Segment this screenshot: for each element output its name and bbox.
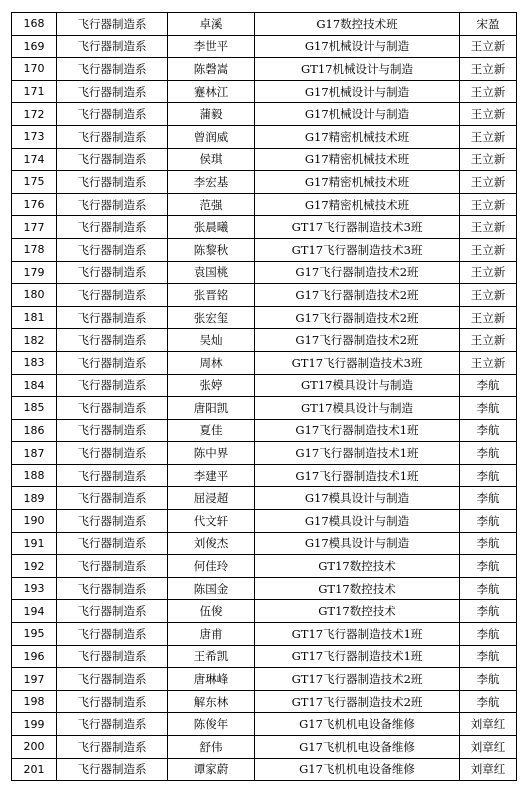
student-name-cell: 张宏玺 xyxy=(168,306,255,329)
advisor-cell: 王立新 xyxy=(460,193,517,216)
advisor-cell: 李航 xyxy=(460,532,517,555)
advisor-cell: 李航 xyxy=(460,600,517,623)
row-number-cell: 201 xyxy=(12,758,57,781)
student-name-cell: 蹇林江 xyxy=(168,80,255,103)
class-name-cell: GT17飞行器制造技术2班 xyxy=(255,668,460,691)
advisor-cell: 王立新 xyxy=(460,58,517,81)
row-number-cell: 177 xyxy=(12,216,57,239)
advisor-cell: 王立新 xyxy=(460,103,517,126)
row-number-cell: 197 xyxy=(12,668,57,691)
student-name-cell: 张晨曦 xyxy=(168,216,255,239)
class-name-cell: G17飞行器制造技术2班 xyxy=(255,306,460,329)
row-number-cell: 184 xyxy=(12,374,57,397)
student-name-cell: 袁国桃 xyxy=(168,261,255,284)
table-row xyxy=(12,238,517,261)
class-name-cell: GT17飞行器制造技术3班 xyxy=(255,351,460,374)
class-name-cell: G17精密机械技术班 xyxy=(255,148,460,171)
department-cell: 飞行器制造系 xyxy=(57,758,168,781)
advisor-cell: 李航 xyxy=(460,668,517,691)
table-row xyxy=(12,713,517,736)
department-cell: 飞行器制造系 xyxy=(57,555,168,578)
department-cell: 飞行器制造系 xyxy=(57,577,168,600)
row-number-cell: 182 xyxy=(12,329,57,352)
department-cell: 飞行器制造系 xyxy=(57,645,168,668)
table-row xyxy=(12,171,517,194)
row-number-cell: 196 xyxy=(12,645,57,668)
department-cell: 飞行器制造系 xyxy=(57,351,168,374)
student-name-cell: 范强 xyxy=(168,193,255,216)
table-row xyxy=(12,668,517,691)
department-cell: 飞行器制造系 xyxy=(57,216,168,239)
department-cell: 飞行器制造系 xyxy=(57,623,168,646)
department-cell: 飞行器制造系 xyxy=(57,148,168,171)
table-row xyxy=(12,397,517,420)
advisor-cell: 王立新 xyxy=(460,306,517,329)
class-name-cell: G17精密机械技术班 xyxy=(255,171,460,194)
class-name-cell: GT17机械设计与制造 xyxy=(255,58,460,81)
department-cell: 飞行器制造系 xyxy=(57,713,168,736)
table-row xyxy=(12,487,517,510)
row-number-cell: 171 xyxy=(12,80,57,103)
student-name-cell: 吴灿 xyxy=(168,329,255,352)
class-name-cell: G17模具设计与制造 xyxy=(255,487,460,510)
table-row xyxy=(12,442,517,465)
advisor-cell: 王立新 xyxy=(460,351,517,374)
row-number-cell: 193 xyxy=(12,577,57,600)
student-name-cell: 蒲毅 xyxy=(168,103,255,126)
advisor-cell: 李航 xyxy=(460,419,517,442)
student-name-cell: 侯琪 xyxy=(168,148,255,171)
table-row xyxy=(12,464,517,487)
row-number-cell: 194 xyxy=(12,600,57,623)
table-row xyxy=(12,645,517,668)
table-row xyxy=(12,80,517,103)
department-cell: 飞行器制造系 xyxy=(57,103,168,126)
advisor-cell: 李航 xyxy=(460,645,517,668)
table-row xyxy=(12,419,517,442)
student-name-cell: 刘俊杰 xyxy=(168,532,255,555)
department-cell: 飞行器制造系 xyxy=(57,171,168,194)
student-name-cell: 谭家蔚 xyxy=(168,758,255,781)
class-name-cell: G17模具设计与制造 xyxy=(255,510,460,533)
department-cell: 飞行器制造系 xyxy=(57,193,168,216)
row-number-cell: 195 xyxy=(12,623,57,646)
class-name-cell: G17机械设计与制造 xyxy=(255,80,460,103)
advisor-cell: 王立新 xyxy=(460,329,517,352)
table-row xyxy=(12,555,517,578)
table-row xyxy=(12,577,517,600)
class-name-cell: G17模具设计与制造 xyxy=(255,532,460,555)
table-row xyxy=(12,510,517,533)
row-number-cell: 199 xyxy=(12,713,57,736)
advisor-cell: 李航 xyxy=(460,510,517,533)
roster-table xyxy=(11,12,517,781)
table-row xyxy=(12,125,517,148)
department-cell: 飞行器制造系 xyxy=(57,35,168,58)
table-row xyxy=(12,329,517,352)
advisor-cell: 李航 xyxy=(460,464,517,487)
table-row xyxy=(12,623,517,646)
class-name-cell: G17飞行器制造技术1班 xyxy=(255,419,460,442)
row-number-cell: 173 xyxy=(12,125,57,148)
row-number-cell: 178 xyxy=(12,238,57,261)
department-cell: 飞行器制造系 xyxy=(57,261,168,284)
row-number-cell: 191 xyxy=(12,532,57,555)
row-number-cell: 168 xyxy=(12,13,57,36)
table-row xyxy=(12,374,517,397)
student-name-cell: 周林 xyxy=(168,351,255,374)
table-row xyxy=(12,193,517,216)
row-number-cell: 188 xyxy=(12,464,57,487)
row-number-cell: 198 xyxy=(12,690,57,713)
advisor-cell: 李航 xyxy=(460,442,517,465)
student-name-cell: 代文轩 xyxy=(168,510,255,533)
class-name-cell: G17飞机机电设备维修 xyxy=(255,736,460,759)
department-cell: 飞行器制造系 xyxy=(57,600,168,623)
row-number-cell: 190 xyxy=(12,510,57,533)
department-cell: 飞行器制造系 xyxy=(57,442,168,465)
student-name-cell: 张婷 xyxy=(168,374,255,397)
class-name-cell: G17飞行器制造技术1班 xyxy=(255,442,460,465)
row-number-cell: 186 xyxy=(12,419,57,442)
class-name-cell: G17精密机械技术班 xyxy=(255,125,460,148)
department-cell: 飞行器制造系 xyxy=(57,80,168,103)
advisor-cell: 王立新 xyxy=(460,171,517,194)
student-name-cell: 陈俊年 xyxy=(168,713,255,736)
department-cell: 飞行器制造系 xyxy=(57,736,168,759)
table-row xyxy=(12,736,517,759)
class-name-cell: G17飞行器制造技术2班 xyxy=(255,329,460,352)
class-name-cell: G17飞行器制造技术2班 xyxy=(255,261,460,284)
department-cell: 飞行器制造系 xyxy=(57,690,168,713)
department-cell: 飞行器制造系 xyxy=(57,532,168,555)
student-name-cell: 解东林 xyxy=(168,690,255,713)
advisor-cell: 王立新 xyxy=(460,125,517,148)
department-cell: 飞行器制造系 xyxy=(57,397,168,420)
table-row xyxy=(12,284,517,307)
roster-table-body xyxy=(12,13,517,781)
class-name-cell: GT17数控技术 xyxy=(255,555,460,578)
class-name-cell: G17机械设计与制造 xyxy=(255,103,460,126)
student-name-cell: 陈中界 xyxy=(168,442,255,465)
student-name-cell: 伍俊 xyxy=(168,600,255,623)
class-name-cell: G17精密机械技术班 xyxy=(255,193,460,216)
class-name-cell: GT17模具设计与制造 xyxy=(255,397,460,420)
table-row xyxy=(12,261,517,284)
department-cell: 飞行器制造系 xyxy=(57,125,168,148)
student-name-cell: 李宏基 xyxy=(168,171,255,194)
table-row xyxy=(12,758,517,781)
advisor-cell: 王立新 xyxy=(460,35,517,58)
row-number-cell: 185 xyxy=(12,397,57,420)
advisor-cell: 李航 xyxy=(460,690,517,713)
class-name-cell: GT17飞行器制造技术1班 xyxy=(255,645,460,668)
department-cell: 飞行器制造系 xyxy=(57,374,168,397)
table-row xyxy=(12,532,517,555)
table-row xyxy=(12,13,517,36)
table-row xyxy=(12,58,517,81)
student-name-cell: 何佳玲 xyxy=(168,555,255,578)
student-name-cell: 夏佳 xyxy=(168,419,255,442)
class-name-cell: G17机械设计与制造 xyxy=(255,35,460,58)
student-name-cell: 张晋铭 xyxy=(168,284,255,307)
advisor-cell: 宋盈 xyxy=(460,13,517,36)
row-number-cell: 170 xyxy=(12,58,57,81)
row-number-cell: 169 xyxy=(12,35,57,58)
row-number-cell: 180 xyxy=(12,284,57,307)
row-number-cell: 192 xyxy=(12,555,57,578)
advisor-cell: 李航 xyxy=(460,374,517,397)
class-name-cell: GT17数控技术 xyxy=(255,600,460,623)
advisor-cell: 王立新 xyxy=(460,261,517,284)
student-name-cell: 卓溪 xyxy=(168,13,255,36)
advisor-cell: 王立新 xyxy=(460,284,517,307)
advisor-cell: 李航 xyxy=(460,555,517,578)
student-name-cell: 李建平 xyxy=(168,464,255,487)
student-name-cell: 陈黎秋 xyxy=(168,238,255,261)
advisor-cell: 刘章红 xyxy=(460,713,517,736)
class-name-cell: G17飞行器制造技术1班 xyxy=(255,464,460,487)
table-row xyxy=(12,103,517,126)
class-name-cell: G17飞机机电设备维修 xyxy=(255,758,460,781)
row-number-cell: 172 xyxy=(12,103,57,126)
student-name-cell: 唐甫 xyxy=(168,623,255,646)
class-name-cell: GT17飞行器制造技术1班 xyxy=(255,623,460,646)
advisor-cell: 李航 xyxy=(460,623,517,646)
table-row xyxy=(12,690,517,713)
department-cell: 飞行器制造系 xyxy=(57,284,168,307)
department-cell: 飞行器制造系 xyxy=(57,668,168,691)
row-number-cell: 187 xyxy=(12,442,57,465)
class-name-cell: G17数控技术班 xyxy=(255,13,460,36)
department-cell: 飞行器制造系 xyxy=(57,238,168,261)
class-name-cell: G17飞机机电设备维修 xyxy=(255,713,460,736)
advisor-cell: 刘章红 xyxy=(460,758,517,781)
table-row xyxy=(12,351,517,374)
department-cell: 飞行器制造系 xyxy=(57,419,168,442)
department-cell: 飞行器制造系 xyxy=(57,510,168,533)
table-row xyxy=(12,600,517,623)
student-name-cell: 曾润威 xyxy=(168,125,255,148)
student-name-cell: 陈磬嵩 xyxy=(168,58,255,81)
class-name-cell: GT17模具设计与制造 xyxy=(255,374,460,397)
row-number-cell: 174 xyxy=(12,148,57,171)
advisor-cell: 李航 xyxy=(460,397,517,420)
advisor-cell: 王立新 xyxy=(460,80,517,103)
student-name-cell: 王希凯 xyxy=(168,645,255,668)
department-cell: 飞行器制造系 xyxy=(57,58,168,81)
row-number-cell: 175 xyxy=(12,171,57,194)
department-cell: 飞行器制造系 xyxy=(57,464,168,487)
table-row xyxy=(12,306,517,329)
department-cell: 飞行器制造系 xyxy=(57,306,168,329)
student-name-cell: 李世平 xyxy=(168,35,255,58)
table-row xyxy=(12,148,517,171)
advisor-cell: 王立新 xyxy=(460,216,517,239)
table-row xyxy=(12,35,517,58)
advisor-cell: 李航 xyxy=(460,487,517,510)
row-number-cell: 183 xyxy=(12,351,57,374)
class-name-cell: GT17飞行器制造技术3班 xyxy=(255,216,460,239)
row-number-cell: 189 xyxy=(12,487,57,510)
student-name-cell: 唐阳凯 xyxy=(168,397,255,420)
class-name-cell: GT17数控技术 xyxy=(255,577,460,600)
class-name-cell: G17飞行器制造技术2班 xyxy=(255,284,460,307)
row-number-cell: 200 xyxy=(12,736,57,759)
department-cell: 飞行器制造系 xyxy=(57,487,168,510)
student-name-cell: 唐琳峰 xyxy=(168,668,255,691)
advisor-cell: 刘章红 xyxy=(460,736,517,759)
department-cell: 飞行器制造系 xyxy=(57,13,168,36)
class-name-cell: GT17飞行器制造技术2班 xyxy=(255,690,460,713)
table-row xyxy=(12,216,517,239)
row-number-cell: 181 xyxy=(12,306,57,329)
advisor-cell: 王立新 xyxy=(460,238,517,261)
department-cell: 飞行器制造系 xyxy=(57,329,168,352)
student-name-cell: 舒伟 xyxy=(168,736,255,759)
row-number-cell: 176 xyxy=(12,193,57,216)
row-number-cell: 179 xyxy=(12,261,57,284)
student-name-cell: 陈国金 xyxy=(168,577,255,600)
student-name-cell: 屈浸超 xyxy=(168,487,255,510)
class-name-cell: GT17飞行器制造技术3班 xyxy=(255,238,460,261)
advisor-cell: 李航 xyxy=(460,577,517,600)
advisor-cell: 王立新 xyxy=(460,148,517,171)
